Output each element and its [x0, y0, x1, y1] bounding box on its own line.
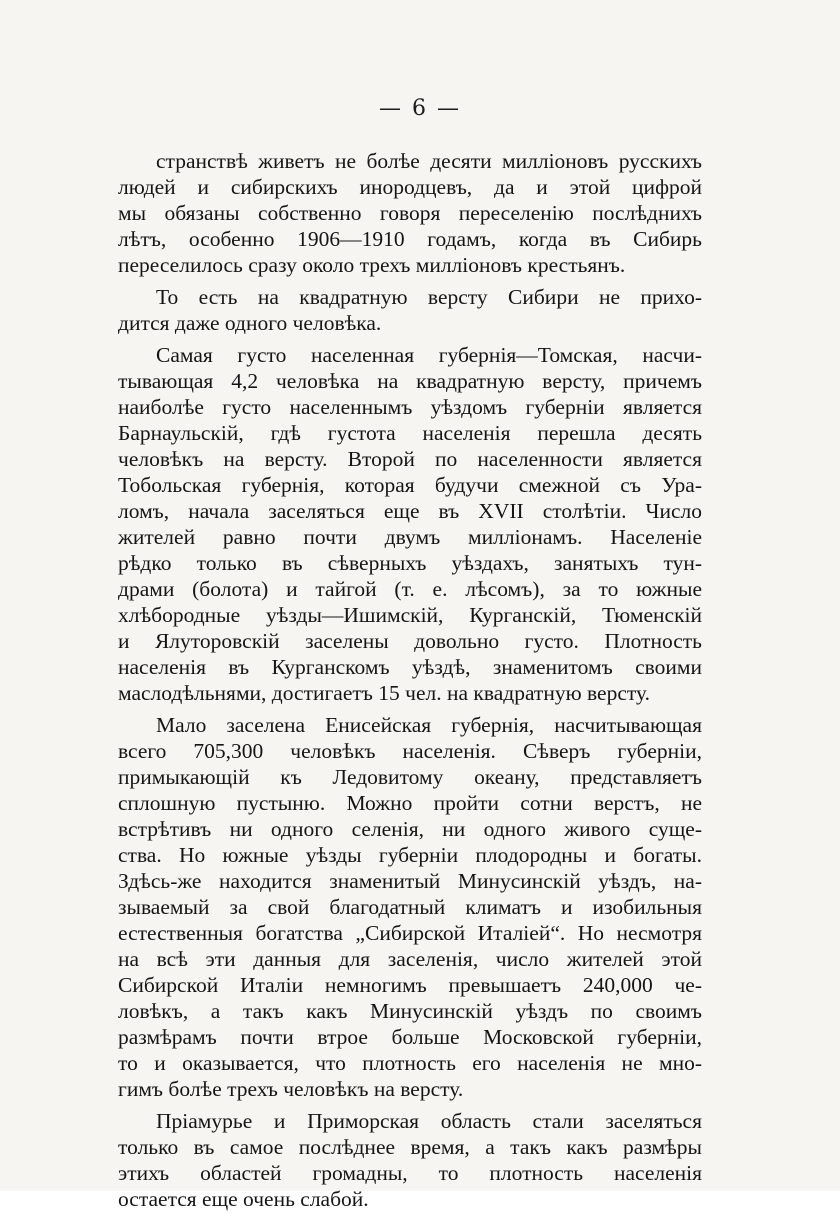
text-line: этихъ областей громадны, то плотность населенія: [118, 1161, 702, 1185]
text-line: Пріамурье и Приморская область стали заселяться: [156, 1109, 702, 1133]
text-line: зываемый за свой благодатный климатъ и изобильныя: [118, 895, 702, 919]
body-text: [118, 148, 702, 1218]
text-line: только въ самое послѣднее время, а такъ какъ размѣры: [118, 1135, 702, 1159]
text-line: То есть на квадратную версту Сибири не прихо-: [156, 285, 702, 309]
text-line: драми (болота) и тайгой (т. е. лѣсомъ), за то южные: [118, 577, 702, 601]
text-line: примыкающій къ Ледовитому океану, представляетъ: [118, 765, 702, 789]
paragraph: [118, 342, 702, 706]
text-line: Самая густо населенная губернія—Томская, насчи-: [156, 343, 702, 367]
text-line: естественныя богатства „Сибирской Италіей“. Но несмотря: [118, 921, 702, 945]
text-line: лѣтъ, особенно 1906—1910 годамъ, когда въ Сибирь: [118, 227, 702, 251]
text-line: встрѣтивъ ни одного селенія, ни одного живого суще-: [118, 817, 702, 841]
text-line: тывающая 4,2 человѣка на квадратную версту, причемъ: [118, 369, 702, 393]
text-line: людей и сибирскихъ инородцевъ, да и этой цифрой: [118, 175, 702, 199]
text-line: рѣдко только въ сѣверныхъ уѣздахъ, занятыхъ тун-: [118, 551, 702, 575]
text-line: дится даже одного человѣка.: [118, 311, 382, 335]
text-line: ломъ, начала заселяться еще въ XVII столѣтіи. Число: [118, 499, 702, 523]
paragraph: [118, 284, 702, 336]
text-line: человѣкъ на версту. Второй по населенности является: [118, 447, 702, 471]
text-line: ства. Но южные уѣзды губерніи плодородны и богаты.: [118, 843, 702, 867]
text-line: наиболѣе густо населеннымъ уѣздомъ губерніи является: [118, 395, 702, 419]
text-line: гимъ болѣе трехъ человѣкъ на версту.: [118, 1077, 464, 1101]
text-line: жителей равно почти двумъ милліонамъ. Населеніе: [118, 525, 702, 549]
text-line: размѣрамъ почти втрое больше Московской губерніи,: [118, 1025, 702, 1049]
text-line: сплошную пустыню. Можно пройти сотни верстъ, не: [118, 791, 702, 815]
text-line: остается еще очень слабой.: [118, 1187, 369, 1211]
text-line: Здѣсь-же находится знаменитый Минусинскій уѣздъ, на-: [118, 869, 702, 893]
text-line: странствѣ живетъ не болѣе десяти милліоновъ русскихъ: [156, 149, 702, 173]
text-line: населенія въ Курганскомъ уѣздѣ, знаменитомъ своими: [118, 655, 702, 679]
text-line: Барнаульскій, гдѣ густота населенія перешла десять: [118, 421, 702, 445]
text-line: то и оказывается, что плотность его населенія не мно-: [118, 1051, 702, 1075]
text-line: ловѣкъ, а такъ какъ Минусинскій уѣздъ по своимъ: [118, 999, 702, 1023]
text-line: Мало заселена Енисейская губернія, насчитывающая: [156, 713, 702, 737]
text-line: хлѣбородные уѣзды—Ишимскій, Курганскій, Тюменскій: [118, 603, 702, 627]
paragraph: [118, 712, 702, 1102]
text-line: мы обязаны собственно говоря переселенію послѣднихъ: [118, 201, 702, 225]
text-line: Сибирской Италіи немногимъ превышаетъ 240,000 че-: [118, 973, 702, 997]
text-line: маслодѣльнями, достигаетъ 15 чел. на квадратную версту.: [118, 681, 650, 705]
text-line: Тобольская губернія, которая будучи смежной съ Ура-: [118, 473, 702, 497]
paragraph: [118, 148, 702, 278]
text-line: всего 705,300 человѣкъ населенія. Сѣверъ губерніи,: [118, 739, 702, 763]
text-line: на всѣ эти данныя для заселенія, число жителей этой: [118, 947, 702, 971]
page-number: — 6 —: [379, 96, 461, 121]
text-line: переселилось сразу около трехъ милліоновъ крестьянъ.: [118, 253, 626, 277]
text-line: и Ялуторовскій заселены довольно густо. Плотность: [118, 629, 702, 653]
paragraph: [118, 1108, 702, 1212]
